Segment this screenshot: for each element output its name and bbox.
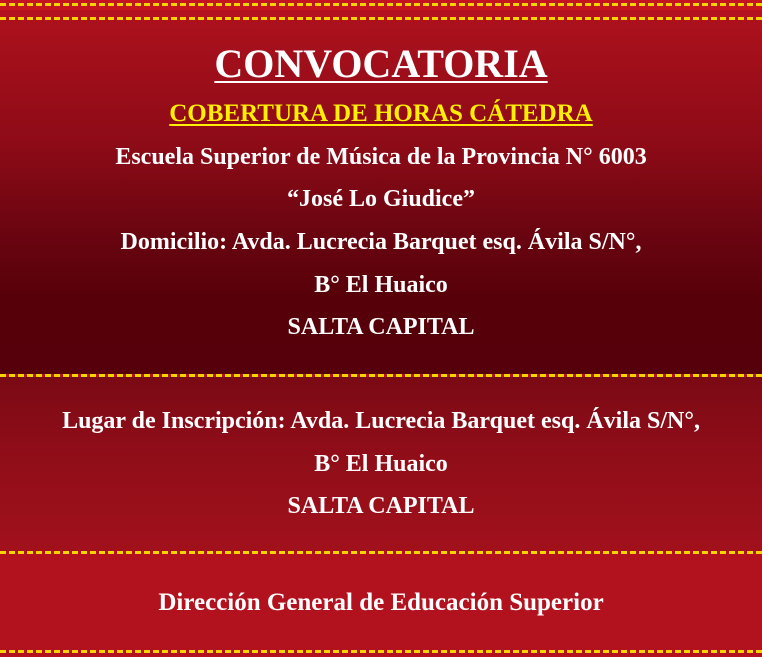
school-address-line2: B° El Huaico xyxy=(314,272,448,298)
school-city: SALTA CAPITAL xyxy=(287,314,475,340)
registration-address-line1: Lugar de Inscripción: Avda. Lucrecia Barquet esq. Ávila S/N°, xyxy=(62,408,700,434)
registration-address-line2: B° El Huaico xyxy=(314,451,448,477)
page-title: CONVOCATORIA xyxy=(214,41,548,86)
school-nickname: “José Lo Giudice” xyxy=(286,186,475,212)
dashed-divider xyxy=(0,3,762,6)
registration-city: SALTA CAPITAL xyxy=(287,493,475,519)
school-name: Escuela Superior de Música de la Provincia N° 6003 xyxy=(115,144,647,170)
dashed-divider xyxy=(0,374,762,377)
dashed-divider xyxy=(0,551,762,554)
dashed-divider xyxy=(0,650,762,653)
school-address-line1: Domicilio: Avda. Lucrecia Barquet esq. Ávila S/N°, xyxy=(120,229,642,255)
page-subtitle: COBERTURA DE HORAS CÁTEDRA xyxy=(169,100,593,127)
bottom-band xyxy=(0,653,762,657)
dashed-divider xyxy=(0,17,762,20)
footer-issuer: Dirección General de Educación Superior xyxy=(158,589,604,616)
